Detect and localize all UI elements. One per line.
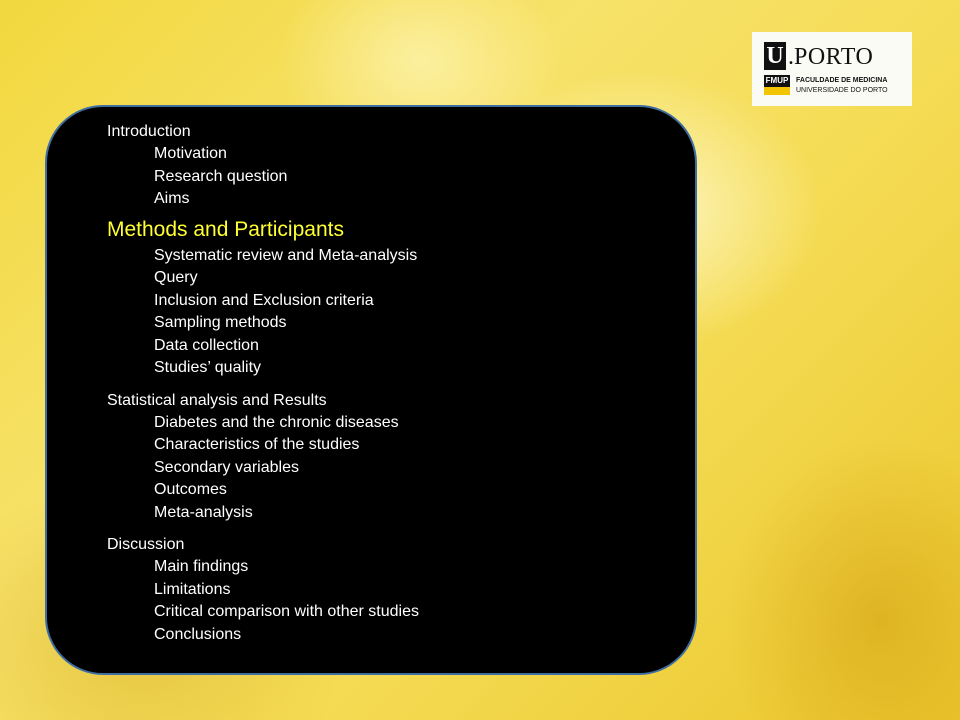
logo-faculty-name: FACULDADE DE MEDICINA [796, 77, 888, 84]
logo-u-mark: U [764, 42, 786, 70]
outline-item: Aims [154, 190, 190, 207]
outline-item: Meta-analysis [154, 503, 253, 521]
section-title-current: Methods and Participants [107, 217, 344, 241]
outline-section-statistics [107, 390, 675, 525]
logo-yellow-bar [764, 87, 790, 95]
outline-item: Sampling methods [154, 314, 287, 331]
section-title: Discussion [107, 536, 185, 553]
outline-item: Conclusions [154, 625, 242, 643]
outline-section-discussion [107, 534, 675, 646]
outline-item: Inclusion and Exclusion criteria [154, 291, 374, 309]
outline-section-introduction [107, 121, 675, 211]
logo-fmup-mark: FMUP [765, 76, 789, 85]
outline-item: Query [154, 269, 198, 286]
outline-item: Diabetes and the chronic diseases [154, 413, 399, 431]
logo-university-name: UNIVERSIDADE DO PORTO [796, 87, 888, 94]
logo-porto-text: PORTO [794, 44, 874, 70]
sub-item-list [107, 143, 675, 211]
outline-item: Limitations [154, 580, 231, 598]
outline-item: Main findings [154, 558, 249, 575]
logo-dot: . [788, 44, 794, 70]
sub-item-list [107, 412, 675, 525]
outline-item: Characteristics of the studies [154, 436, 360, 453]
presentation-outline [107, 121, 675, 646]
outline-item: Motivation [154, 145, 227, 162]
sub-item-list [107, 556, 675, 646]
outline-item: Outcomes [154, 481, 227, 498]
section-spacer [107, 524, 675, 534]
outline-item: Research question [154, 167, 288, 185]
section-title: Statistical analysis and Results [107, 391, 327, 409]
section-title: Introduction [107, 123, 191, 140]
outline-item: Systematic review and Meta-analysis [154, 246, 418, 264]
section-spacer [107, 380, 675, 390]
outline-item: Secondary variables [154, 458, 299, 476]
outline-item: Studies’ quality [154, 359, 262, 376]
uporto-fmup-logo [752, 32, 912, 106]
outline-item: Critical comparison with other studies [154, 603, 419, 620]
outline-section-methods [107, 215, 675, 380]
sub-item-list [107, 245, 675, 380]
outline-item: Data collection [154, 336, 259, 354]
outline-panel [45, 105, 697, 675]
